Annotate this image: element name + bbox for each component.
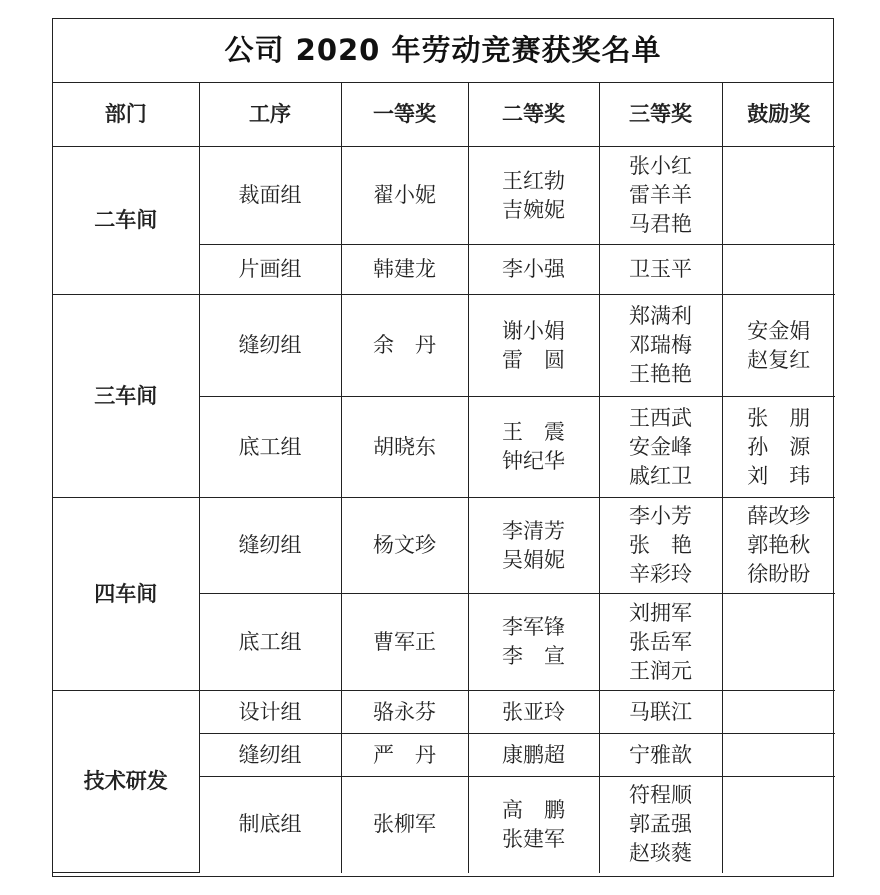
process-cell: 缝纫组 xyxy=(199,734,341,777)
third-prize-cell xyxy=(599,498,722,594)
person-name: 卫玉平 xyxy=(629,257,692,281)
process-cell: 底工组 xyxy=(199,594,341,691)
process-cell: 制底组 xyxy=(199,777,341,873)
third-prize-cell xyxy=(599,295,722,397)
person-name: 薛改珍 xyxy=(747,504,811,528)
person-name: 余 丹 xyxy=(373,333,436,357)
third-prize-cell xyxy=(599,594,722,691)
person-name: 李清芳 xyxy=(502,518,565,543)
department-cell: 四车间 xyxy=(53,498,199,691)
person-name: 张亚玲 xyxy=(502,699,565,724)
process-cell: 缝纫组 xyxy=(199,295,341,397)
department-cell: 技术研发 xyxy=(53,691,199,873)
document-title: 公司 2020 年劳动竞赛获奖名单 xyxy=(53,19,833,83)
person-name: 钟纪华 xyxy=(502,449,565,473)
person-name: 杨文珍 xyxy=(373,533,436,557)
person-name: 王 震 xyxy=(502,420,565,444)
second-prize-cell xyxy=(468,397,599,498)
person-name: 符程顺 xyxy=(629,783,692,808)
first-prize-cell xyxy=(341,691,468,734)
header-first-prize: 一等奖 xyxy=(341,83,468,147)
person-name: 李军锋 xyxy=(502,615,565,639)
encouragement-prize-cell xyxy=(722,397,835,498)
header-process: 工序 xyxy=(199,83,341,147)
person-name: 辛彩玲 xyxy=(629,562,692,586)
second-prize-cell xyxy=(468,147,599,245)
encouragement-prize-cell xyxy=(722,594,835,691)
first-prize-cell xyxy=(341,147,468,245)
person-name: 高 鹏 xyxy=(502,797,565,822)
person-name: 康鹏超 xyxy=(502,742,565,767)
encouragement-prize-cell xyxy=(722,691,835,734)
person-name: 谢小娟 xyxy=(502,318,565,343)
third-prize-cell xyxy=(599,147,722,245)
third-prize-cell xyxy=(599,734,722,777)
person-name: 马君艳 xyxy=(629,212,692,236)
person-name: 翟小妮 xyxy=(373,183,436,207)
first-prize-cell xyxy=(341,594,468,691)
table-row xyxy=(53,498,835,594)
table-row xyxy=(53,691,835,734)
encouragement-prize-cell xyxy=(722,734,835,777)
person-name: 韩建龙 xyxy=(373,257,436,281)
person-name: 赵琰蕤 xyxy=(629,841,692,866)
encouragement-prize-cell xyxy=(722,777,835,873)
second-prize-cell xyxy=(468,245,599,295)
person-name: 赵复红 xyxy=(747,347,811,372)
person-name: 张 朋 xyxy=(747,405,811,430)
first-prize-cell xyxy=(341,777,468,873)
process-cell: 设计组 xyxy=(199,691,341,734)
person-name: 雷 圆 xyxy=(502,347,565,372)
first-prize-cell xyxy=(341,295,468,397)
header-department: 部门 xyxy=(53,83,199,147)
table-row xyxy=(53,295,835,397)
person-name: 张小红 xyxy=(629,154,692,178)
person-name: 马联江 xyxy=(629,699,692,724)
first-prize-cell xyxy=(341,734,468,777)
person-name: 张柳军 xyxy=(373,812,436,837)
second-prize-cell xyxy=(468,734,599,777)
person-name: 严 丹 xyxy=(373,742,436,767)
header-encouragement-prize: 鼓励奖 xyxy=(722,83,835,147)
person-name: 雷羊羊 xyxy=(629,183,692,207)
second-prize-cell xyxy=(468,498,599,594)
first-prize-cell xyxy=(341,245,468,295)
person-name: 李 宣 xyxy=(502,644,565,668)
person-name: 王西武 xyxy=(629,405,692,430)
person-name: 李小强 xyxy=(502,257,565,281)
process-cell: 底工组 xyxy=(199,397,341,498)
encouragement-prize-cell xyxy=(722,295,835,397)
person-name: 徐盼盼 xyxy=(747,562,811,586)
person-name: 吉婉妮 xyxy=(502,197,565,222)
award-list-sheet xyxy=(52,18,834,877)
first-prize-cell xyxy=(341,498,468,594)
person-name: 郭孟强 xyxy=(629,812,692,837)
person-name: 胡晓东 xyxy=(373,434,436,459)
table-row xyxy=(53,147,835,245)
person-name: 宁雅歆 xyxy=(629,742,692,767)
second-prize-cell xyxy=(468,295,599,397)
third-prize-cell xyxy=(599,397,722,498)
person-name: 李小芳 xyxy=(629,504,692,528)
header-third-prize: 三等奖 xyxy=(599,83,722,147)
person-name: 戚红卫 xyxy=(629,463,692,488)
process-cell: 裁面组 xyxy=(199,147,341,245)
award-table-body xyxy=(53,147,835,873)
second-prize-cell xyxy=(468,594,599,691)
first-prize-cell xyxy=(341,397,468,498)
third-prize-cell xyxy=(599,777,722,873)
person-name: 刘拥军 xyxy=(629,600,692,625)
person-name: 吴娟妮 xyxy=(502,547,565,572)
person-name: 张建军 xyxy=(502,826,565,851)
person-name: 孙 源 xyxy=(747,434,811,459)
person-name: 邓瑞梅 xyxy=(629,333,692,357)
person-name: 郭艳秋 xyxy=(747,533,811,557)
person-name: 安金娟 xyxy=(747,318,811,343)
person-name: 张岳军 xyxy=(629,629,692,654)
header-row xyxy=(53,83,835,147)
person-name: 张 艳 xyxy=(629,533,692,557)
person-name: 郑满利 xyxy=(629,304,692,328)
third-prize-cell xyxy=(599,245,722,295)
award-table xyxy=(53,83,835,873)
encouragement-prize-cell xyxy=(722,147,835,245)
encouragement-prize-cell xyxy=(722,498,835,594)
second-prize-cell xyxy=(468,777,599,873)
person-name: 骆永芬 xyxy=(373,699,436,724)
third-prize-cell xyxy=(599,691,722,734)
header-second-prize: 二等奖 xyxy=(468,83,599,147)
second-prize-cell xyxy=(468,691,599,734)
person-name: 安金峰 xyxy=(629,434,692,459)
department-cell: 三车间 xyxy=(53,295,199,498)
encouragement-prize-cell xyxy=(722,245,835,295)
person-name: 曹军正 xyxy=(373,629,436,654)
process-cell: 片画组 xyxy=(199,245,341,295)
person-name: 王润元 xyxy=(629,658,692,683)
person-name: 王红勃 xyxy=(502,168,565,193)
person-name: 王艳艳 xyxy=(629,362,692,386)
department-cell: 二车间 xyxy=(53,147,199,295)
process-cell: 缝纫组 xyxy=(199,498,341,594)
person-name: 刘 玮 xyxy=(747,463,811,488)
